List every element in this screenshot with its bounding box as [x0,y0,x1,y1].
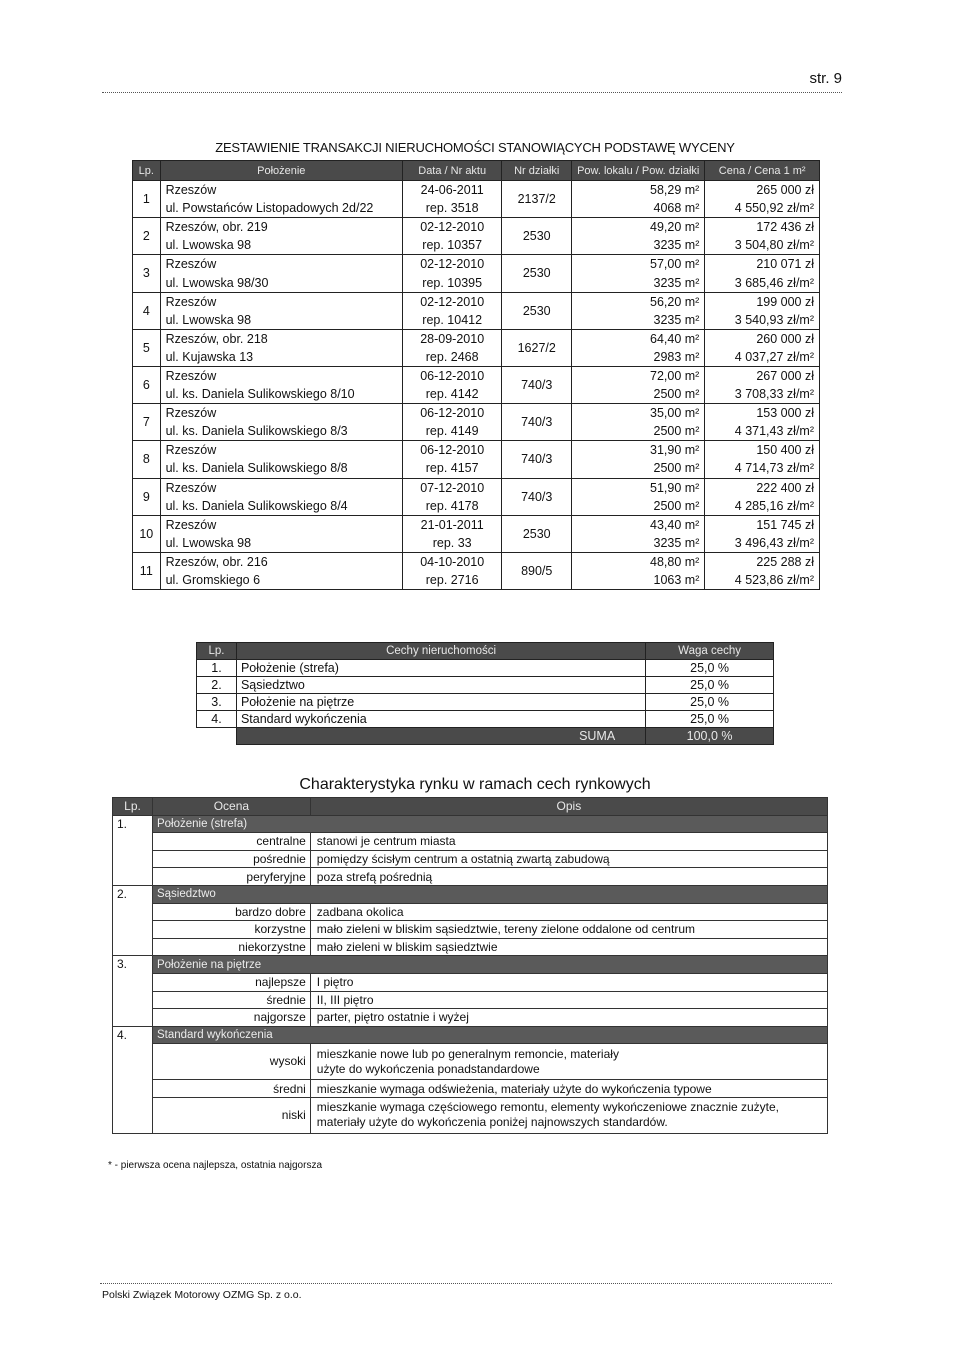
char-group-name: Położenie (strefa) [152,815,827,833]
char-item-desc: mało zieleni w bliskim sąsiedztwie, tereny zielone oddalone od centrum [310,921,827,939]
transaction-street: ul. ks. Daniela Sulikowskiego 8/3 [160,422,402,441]
transaction-area: 48,80 m² [572,552,705,571]
transaction-row [133,478,820,497]
transaction-plot-area: 4068 m² [572,199,705,218]
weights-col-weight: Waga cechy [646,643,774,660]
weights-sum-row [197,728,774,745]
transaction-plot-area: 3235 m² [572,236,705,255]
transaction-rep: rep. 2716 [402,571,501,590]
char-item-level: niski [152,1097,310,1133]
transaction-row-sub [133,385,820,404]
transaction-location: Rzeszów, obr. 219 [160,218,402,237]
transaction-lp: 3 [133,255,161,292]
transaction-rep: rep. 33 [402,534,501,553]
char-item-desc [310,1097,827,1133]
transaction-plot-area: 3235 m² [572,273,705,292]
col-header-area: Pow. lokalu / Pow. działki [572,161,705,181]
col-header-lp: Lp. [133,161,161,181]
transaction-price: 265 000 zł [705,181,820,200]
weight-row [197,711,774,728]
char-item-desc: poza strefą pośrednią [310,868,827,886]
weights-col-name: Cechy nieruchomości [236,643,645,660]
transaction-date: 02-12-2010 [402,255,501,274]
transaction-row [133,515,820,534]
char-group-lp: 2. [113,885,153,955]
transaction-price: 151 745 zł [705,515,820,534]
transaction-street: ul. Gromskiego 6 [160,571,402,590]
transaction-date: 07-12-2010 [402,478,501,497]
char-group-name: Standard wykończenia [152,1026,827,1044]
transaction-row-sub [133,273,820,292]
transaction-row-sub [133,236,820,255]
transaction-lp: 8 [133,441,161,478]
transaction-row-sub [133,534,820,553]
char-col-lp: Lp. [113,798,153,816]
transaction-parcel: 740/3 [502,478,572,515]
transaction-row-sub [133,311,820,330]
transaction-parcel: 2137/2 [502,181,572,218]
char-item-desc: parter, piętro ostatnie i wyżej [310,1009,827,1027]
transaction-plot-area: 2500 m² [572,385,705,404]
weight-lp: 1. [197,660,237,677]
char-group-name: Sąsiedztwo [152,885,827,903]
transaction-row-sub [133,199,820,218]
transaction-unit-price: 4 550,92 zł/m² [705,199,820,218]
transaction-area: 58,29 m² [572,181,705,200]
page-number: str. 9 [809,70,842,87]
transaction-area: 51,90 m² [572,478,705,497]
transaction-rep: rep. 10395 [402,273,501,292]
transaction-row [133,404,820,423]
transaction-lp: 4 [133,292,161,329]
transaction-parcel: 2530 [502,255,572,292]
col-header-date: Data / Nr aktu [402,161,501,181]
transaction-date: 06-12-2010 [402,404,501,423]
transaction-unit-price: 3 708,33 zł/m² [705,385,820,404]
transaction-lp: 10 [133,515,161,552]
char-item-row [113,991,828,1009]
transaction-plot-area: 2983 m² [572,348,705,367]
transaction-lp: 9 [133,478,161,515]
weight-row [197,694,774,711]
weights-sum-label: SUMA [236,728,645,745]
transaction-price: 199 000 zł [705,292,820,311]
transaction-lp: 1 [133,181,161,218]
transaction-plot-area: 2500 m² [572,497,705,516]
char-item-level: peryferyjne [152,868,310,886]
transaction-price: 150 400 zł [705,441,820,460]
char-item-desc: stanowi je centrum miasta [310,833,827,851]
transaction-row-sub [133,422,820,441]
transaction-rep: rep. 3518 [402,199,501,218]
transaction-street: ul. Lwowska 98 [160,311,402,330]
transaction-street: ul. Lwowska 98 [160,236,402,255]
transaction-plot-area: 3235 m² [572,534,705,553]
transaction-parcel: 2530 [502,515,572,552]
char-group-row [113,815,828,833]
char-item-level: średni [152,1080,310,1098]
transaction-rep: rep. 4149 [402,422,501,441]
char-item-desc-line: materiały użyte do wykończenia poniżej najnowszych standardów. [316,1115,668,1130]
weight-value: 25,0 % [646,711,774,728]
transaction-street: ul. ks. Daniela Sulikowskiego 8/4 [160,497,402,516]
transaction-rep: rep. 4157 [402,459,501,478]
transaction-price: 222 400 zł [705,478,820,497]
transaction-area: 49,20 m² [572,218,705,237]
col-header-location: Położenie [160,161,402,181]
char-item-row [113,903,828,921]
transaction-row [133,552,820,571]
transaction-location: Rzeszów [160,255,402,274]
transaction-plot-area: 3235 m² [572,311,705,330]
transaction-unit-price: 3 540,93 zł/m² [705,311,820,330]
transaction-area: 31,90 m² [572,441,705,460]
weight-feature: Sąsiedztwo [236,677,645,694]
transaction-rep: rep. 2468 [402,348,501,367]
weights-col-lp: Lp. [197,643,237,660]
char-group-lp: 1. [113,815,153,885]
header-rule [102,92,842,93]
transactions-table [132,160,820,590]
char-group-lp: 3. [113,956,153,1026]
char-group-row [113,956,828,974]
transaction-area: 35,00 m² [572,404,705,423]
transaction-unit-price: 4 285,16 zł/m² [705,497,820,516]
transaction-plot-area: 1063 m² [572,571,705,590]
char-item-level: pośrednie [152,850,310,868]
weight-lp: 4. [197,711,237,728]
transaction-price: 153 000 zł [705,404,820,423]
char-item-desc: II, III piętro [310,991,827,1009]
col-header-parcel: Nr działki [502,161,572,181]
char-group-name: Położenie na piętrze [152,956,827,974]
transaction-street: ul. ks. Daniela Sulikowskiego 8/8 [160,459,402,478]
weight-row [197,660,774,677]
transaction-rep: rep. 10357 [402,236,501,255]
transaction-date: 02-12-2010 [402,292,501,311]
transaction-unit-price: 4 371,43 zł/m² [705,422,820,441]
transaction-price: 225 288 zł [705,552,820,571]
char-item-level: najgorsze [152,1009,310,1027]
transaction-lp: 6 [133,366,161,403]
transaction-unit-price: 3 685,46 zł/m² [705,273,820,292]
weights-header-row [197,643,774,660]
transaction-row [133,366,820,385]
char-item-row [113,921,828,939]
char-item-level: niekorzystne [152,938,310,956]
char-item-row [113,938,828,956]
transaction-location: Rzeszów, obr. 218 [160,329,402,348]
transaction-street: ul. Lwowska 98/30 [160,273,402,292]
transaction-location: Rzeszów [160,366,402,385]
footer-company: Polski Związek Motorowy OZMG Sp. z o.o. [102,1289,302,1301]
transaction-unit-price: 4 523,86 zł/m² [705,571,820,590]
char-item-row [113,1009,828,1027]
weight-value: 25,0 % [646,677,774,694]
transaction-location: Rzeszów [160,478,402,497]
transaction-date: 06-12-2010 [402,366,501,385]
transaction-street: ul. Kujawska 13 [160,348,402,367]
weight-feature: Standard wykończenia [236,711,645,728]
transaction-row [133,292,820,311]
transaction-parcel: 740/3 [502,404,572,441]
char-item-row [113,1097,828,1133]
char-item-row [113,868,828,886]
transaction-parcel: 2530 [502,292,572,329]
characteristics-header-row [113,798,828,816]
transaction-price: 172 436 zł [705,218,820,237]
transaction-unit-price: 4 714,73 zł/m² [705,459,820,478]
char-group-row [113,1026,828,1044]
transaction-row [133,181,820,200]
transaction-area: 72,00 m² [572,366,705,385]
char-item-level: korzystne [152,921,310,939]
char-item-desc: zadbana okolica [310,903,827,921]
char-item-row [113,1044,828,1080]
transaction-rep: rep. 10412 [402,311,501,330]
transaction-row [133,218,820,237]
char-item-level: najlepsze [152,973,310,991]
transaction-location: Rzeszów [160,404,402,423]
char-group-row [113,885,828,903]
transaction-date: 21-01-2011 [402,515,501,534]
weight-feature: Położenie na piętrze [236,694,645,711]
char-item-level: bardzo dobre [152,903,310,921]
footnote: * - pierwsza ocena najlepsza, ostatnia najgorsza [108,1160,323,1171]
char-item-level: średnie [152,991,310,1009]
char-item-level: centralne [152,833,310,851]
transaction-price: 260 000 zł [705,329,820,348]
char-item-desc [310,1044,827,1080]
transaction-street: ul. ks. Daniela Sulikowskiego 8/10 [160,385,402,404]
transaction-row [133,329,820,348]
weight-feature: Położenie (strefa) [236,660,645,677]
transaction-location: Rzeszów [160,441,402,460]
transaction-location: Rzeszów [160,515,402,534]
char-item-desc: I piętro [310,973,827,991]
transaction-parcel: 890/5 [502,552,572,589]
transaction-street: ul. Powstańców Listopadowych 2d/22 [160,199,402,218]
transaction-lp: 5 [133,329,161,366]
char-item-desc: mieszkanie wymaga odświeżenia, materiały użyte do wykończenia typowe [310,1080,827,1098]
char-col-desc: Opis [310,798,827,816]
weight-value: 25,0 % [646,694,774,711]
char-item-desc-line: mieszkanie wymaga częściowego remontu, elementy wykończeniowe znacznie zużyte, [316,1100,780,1115]
weights-sum-spacer [197,728,237,745]
transaction-row [133,255,820,274]
transactions-title: ZESTAWIENIE TRANSAKCJI NIERUCHOMOŚCI STANOWIĄCYCH PODSTAWĘ WYCENY [215,140,735,155]
transaction-street: ul. Lwowska 98 [160,534,402,553]
transaction-location: Rzeszów [160,181,402,200]
char-item-level: wysoki [152,1044,310,1080]
transaction-location: Rzeszów [160,292,402,311]
weight-lp: 2. [197,677,237,694]
transaction-parcel: 740/3 [502,441,572,478]
transactions-header-row [133,161,820,181]
char-item-row [113,850,828,868]
transaction-date: 02-12-2010 [402,218,501,237]
transaction-row-sub [133,348,820,367]
weight-lp: 3. [197,694,237,711]
transaction-parcel: 740/3 [502,366,572,403]
transaction-unit-price: 3 504,80 zł/m² [705,236,820,255]
transaction-rep: rep. 4142 [402,385,501,404]
transaction-row-sub [133,459,820,478]
char-item-desc-line: mieszkanie nowe lub po generalnym remoncie, materiały [316,1046,619,1061]
transaction-location: Rzeszów, obr. 216 [160,552,402,571]
transaction-price: 267 000 zł [705,366,820,385]
transaction-price: 210 071 zł [705,255,820,274]
transaction-area: 56,20 m² [572,292,705,311]
char-item-desc: mało zieleni w bliskim sąsiedztwie [310,938,827,956]
char-item-row [113,973,828,991]
transaction-unit-price: 3 496,43 zł/m² [705,534,820,553]
transaction-lp: 11 [133,552,161,589]
transaction-parcel: 2530 [502,218,572,255]
weights-table [196,642,774,745]
transaction-plot-area: 2500 m² [572,422,705,441]
char-col-rating: Ocena [152,798,310,816]
transaction-row-sub [133,497,820,516]
transaction-rep: rep. 4178 [402,497,501,516]
weight-value: 25,0 % [646,660,774,677]
transaction-date: 06-12-2010 [402,441,501,460]
transaction-area: 57,00 m² [572,255,705,274]
transaction-date: 28-09-2010 [402,329,501,348]
characteristics-title: Charakterystyka rynku w ramach cech rynkowych [299,776,651,793]
weight-row [197,677,774,694]
char-item-desc: pomiędzy ścisłym centrum a ostatnią zwartą zabudową [310,850,827,868]
transaction-area: 64,40 m² [572,329,705,348]
char-item-desc-line: użyte do wykończenia ponadstandardowe [316,1061,540,1076]
transaction-row [133,441,820,460]
transaction-lp: 2 [133,218,161,255]
transaction-plot-area: 2500 m² [572,459,705,478]
col-header-price: Cena / Cena 1 m² [705,161,820,181]
characteristics-table [112,797,828,1134]
char-item-row [113,833,828,851]
transaction-lp: 7 [133,404,161,441]
transaction-unit-price: 4 037,27 zł/m² [705,348,820,367]
transaction-parcel: 1627/2 [502,329,572,366]
transaction-date: 04-10-2010 [402,552,501,571]
char-item-row [113,1080,828,1098]
footer-rule [100,1283,832,1284]
char-group-lp: 4. [113,1026,153,1133]
transaction-date: 24-06-2011 [402,181,501,200]
transaction-area: 43,40 m² [572,515,705,534]
transaction-row-sub [133,571,820,590]
weights-sum-value: 100,0 % [646,728,774,745]
